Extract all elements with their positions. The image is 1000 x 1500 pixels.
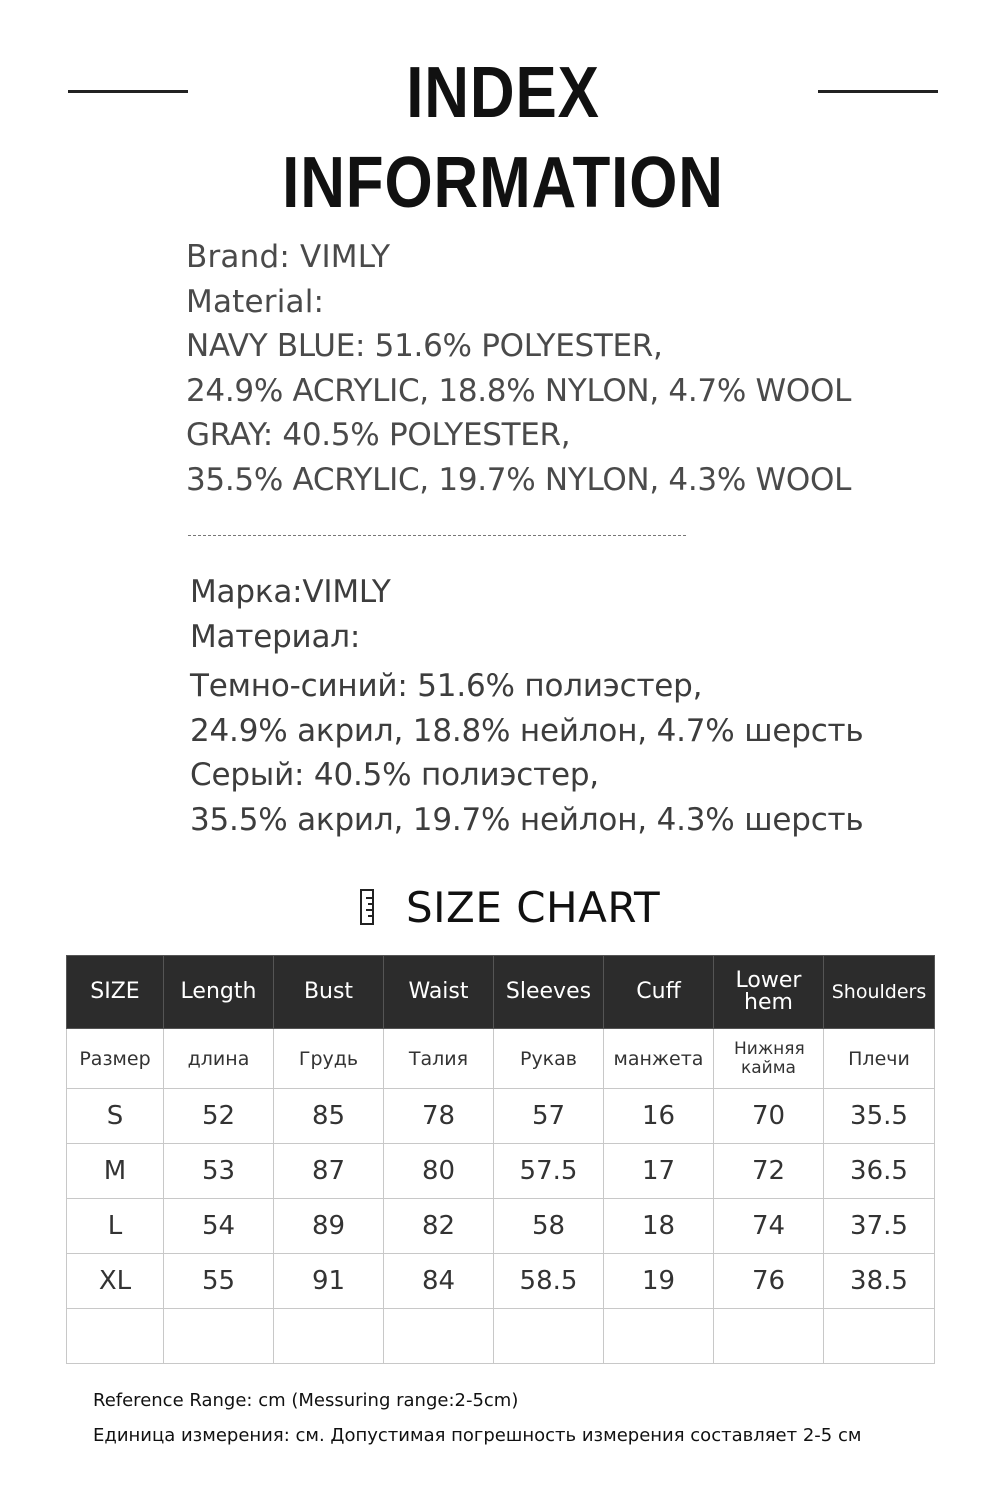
footnote-russian: Единица измерения: см. Допустимая погрешность измерения составляет 2-5 см	[93, 1425, 862, 1446]
table-cell: 54	[164, 1199, 274, 1254]
material-line-ru: Темно-синий: 51.6% полиэстер,	[190, 668, 703, 704]
title-rule-left	[68, 90, 188, 93]
table-cell: 38.5	[824, 1254, 935, 1309]
table-cell: 84	[384, 1254, 494, 1309]
table-cell: 74	[714, 1199, 824, 1254]
brand-line: Brand: VIMLY	[186, 239, 391, 275]
column-header-text: Lower hem	[735, 968, 802, 1015]
page-title: INDEX INFORMATION	[282, 53, 724, 223]
table-cell: 52	[164, 1089, 274, 1144]
table-row	[67, 1089, 935, 1144]
table-cell: 72	[714, 1144, 824, 1199]
table-row	[67, 1254, 935, 1309]
size-chart-title: SIZE CHART	[406, 882, 661, 932]
table-row	[67, 1144, 935, 1199]
table-cell: 57.5	[494, 1144, 604, 1199]
material-line-ru: 35.5% акрил, 19.7% нейлон, 4.3% шерсть	[190, 801, 864, 838]
table-cell: 37.5	[824, 1199, 935, 1254]
table-row-empty	[67, 1309, 935, 1364]
column-header: SIZE	[67, 956, 164, 1029]
material-label-ru: Материал:	[190, 618, 361, 655]
table-cell: 76	[714, 1254, 824, 1309]
table-cell: 17	[604, 1144, 714, 1199]
table-cell: 70	[714, 1089, 824, 1144]
table-header-row-ru	[67, 1029, 935, 1089]
column-header-ru	[714, 1029, 824, 1089]
material-line: 24.9% ACRYLIC, 18.8% NYLON, 4.7% WOOL	[186, 372, 852, 409]
material-line: NAVY BLUE: 51.6% POLYESTER,	[186, 328, 663, 364]
column-header-ru-text: Нижняя кайма	[734, 1038, 805, 1078]
column-header: Cuff	[604, 956, 714, 1029]
column-header-ru: манжета	[604, 1029, 714, 1089]
table-cell: 87	[274, 1144, 384, 1199]
page-header	[0, 48, 1000, 223]
table-cell: 53	[164, 1144, 274, 1199]
table-cell: 55	[164, 1254, 274, 1309]
section-divider	[188, 535, 686, 536]
material-line-ru: Серый: 40.5% полиэстер,	[190, 757, 599, 793]
table-cell	[384, 1309, 494, 1364]
footnote-english: Reference Range: cm (Messuring range:2-5cm)	[93, 1390, 519, 1411]
table-cell	[714, 1309, 824, 1364]
table-cell	[494, 1309, 604, 1364]
column-header-ru: Грудь	[274, 1029, 384, 1089]
table-cell: 18	[604, 1199, 714, 1254]
table-cell	[164, 1309, 274, 1364]
table-cell: 35.5	[824, 1089, 935, 1144]
table-cell: 89	[274, 1199, 384, 1254]
column-header	[714, 956, 824, 1029]
table-cell: 36.5	[824, 1144, 935, 1199]
column-header-ru: Талия	[384, 1029, 494, 1089]
column-header-ru: Плечи	[824, 1029, 935, 1089]
table-cell: 19	[604, 1254, 714, 1309]
material-label: Material:	[186, 283, 325, 320]
size-chart-heading	[360, 877, 660, 937]
column-header: Bust	[274, 956, 384, 1029]
table-cell: 58.5	[494, 1254, 604, 1309]
table-header-row	[67, 956, 935, 1029]
size-table	[66, 955, 935, 1364]
table-cell: 78	[384, 1089, 494, 1144]
english-info	[186, 235, 906, 502]
column-header-ru: Рукав	[494, 1029, 604, 1089]
table-cell: 80	[384, 1144, 494, 1199]
table-cell	[67, 1309, 164, 1364]
table-row	[67, 1199, 935, 1254]
brand-line-ru: Марка:VIMLY	[190, 574, 391, 610]
title-rule-right	[818, 90, 938, 93]
column-header-ru: длина	[164, 1029, 274, 1089]
table-cell	[274, 1309, 384, 1364]
column-header: Shoulders	[824, 956, 935, 1029]
table-cell	[824, 1309, 935, 1364]
table-cell: 58	[494, 1199, 604, 1254]
table-cell: 91	[274, 1254, 384, 1309]
column-header: Waist	[384, 956, 494, 1029]
table-cell	[604, 1309, 714, 1364]
table-cell: 16	[604, 1089, 714, 1144]
material-line: 35.5% ACRYLIC, 19.7% NYLON, 4.3% WOOL	[186, 461, 852, 498]
table-cell: M	[67, 1144, 164, 1199]
ruler-icon	[360, 889, 374, 925]
table-cell: 85	[274, 1089, 384, 1144]
column-header: Sleeves	[494, 956, 604, 1029]
russian-info	[190, 570, 910, 842]
table-cell: XL	[67, 1254, 164, 1309]
table-cell: 82	[384, 1199, 494, 1254]
column-header: Length	[164, 956, 274, 1029]
table-cell: 57	[494, 1089, 604, 1144]
material-line: GRAY: 40.5% POLYESTER,	[186, 417, 571, 453]
material-line-ru: 24.9% акрил, 18.8% нейлон, 4.7% шерсть	[190, 712, 864, 749]
table-cell: S	[67, 1089, 164, 1144]
table-cell: L	[67, 1199, 164, 1254]
column-header-ru: Размер	[67, 1029, 164, 1089]
